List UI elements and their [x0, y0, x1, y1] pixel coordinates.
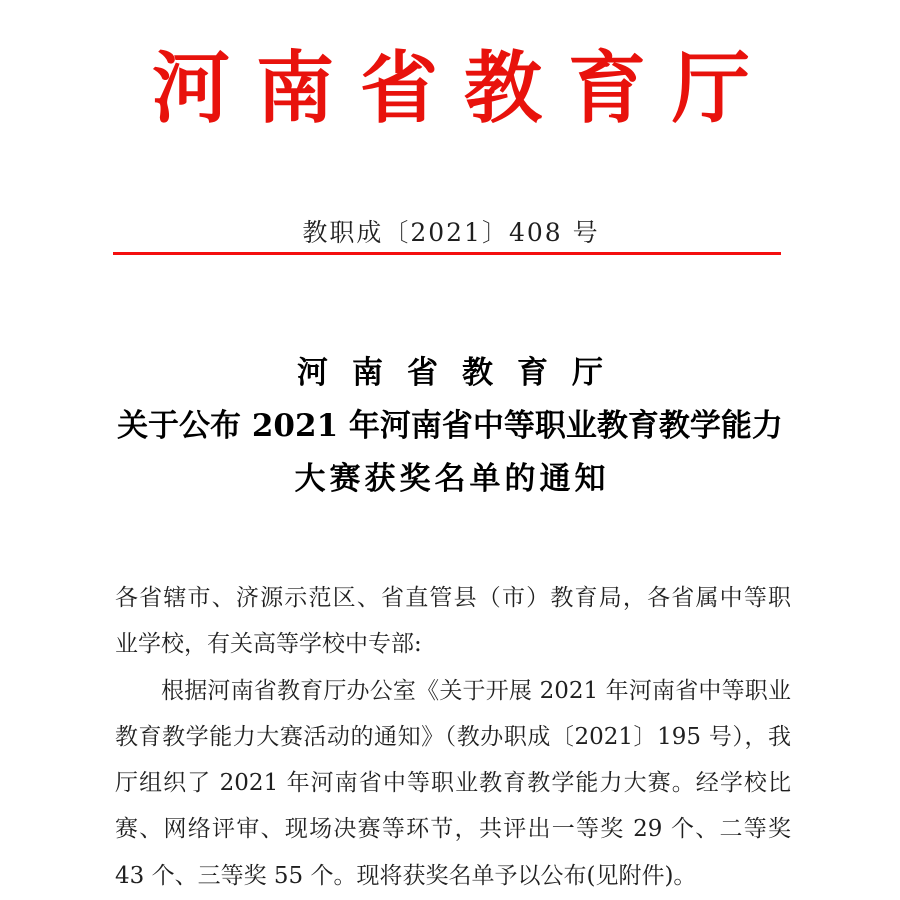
- body-line-1: 各省辖市、济源示范区、省直管县（市）教育局，各省属中等职: [115, 585, 791, 611]
- notice-title-line-3: 大赛获奖名单的通知: [294, 461, 610, 497]
- notice-title: [0, 347, 900, 506]
- notice-body: [115, 575, 791, 899]
- body-line-2: 业学校，有关高等学校中专部:: [115, 631, 422, 658]
- body-line-3: 根据河南省教育厅办公室《关于开展 2021 年河南省中等职业: [161, 677, 791, 704]
- body-line-5: 厅组织了 2021 年河南省中等职业教育教学能力大赛。经学校比: [115, 770, 791, 797]
- body-line-6: 赛、网络评审、现场决赛等环节，共评出一等奖 29 个、二等奖: [115, 816, 791, 843]
- agency-letterhead: 河南省教育厅: [152, 43, 777, 134]
- red-divider-line: [113, 252, 781, 255]
- notice-title-line-2: 关于公布 2021 年河南省中等职业教育教学能力: [117, 408, 783, 444]
- document-number: 教职成〔2021〕408 号: [302, 218, 600, 247]
- notice-title-line-1: 河南省教育厅: [297, 355, 627, 391]
- body-line-4: 教育教学能力大赛活动的通知》（教办职成〔2021〕195 号），我: [115, 723, 791, 750]
- body-line-7: 43 个、三等奖 55 个。现将获奖名单予以公布(见附件)。: [115, 862, 697, 889]
